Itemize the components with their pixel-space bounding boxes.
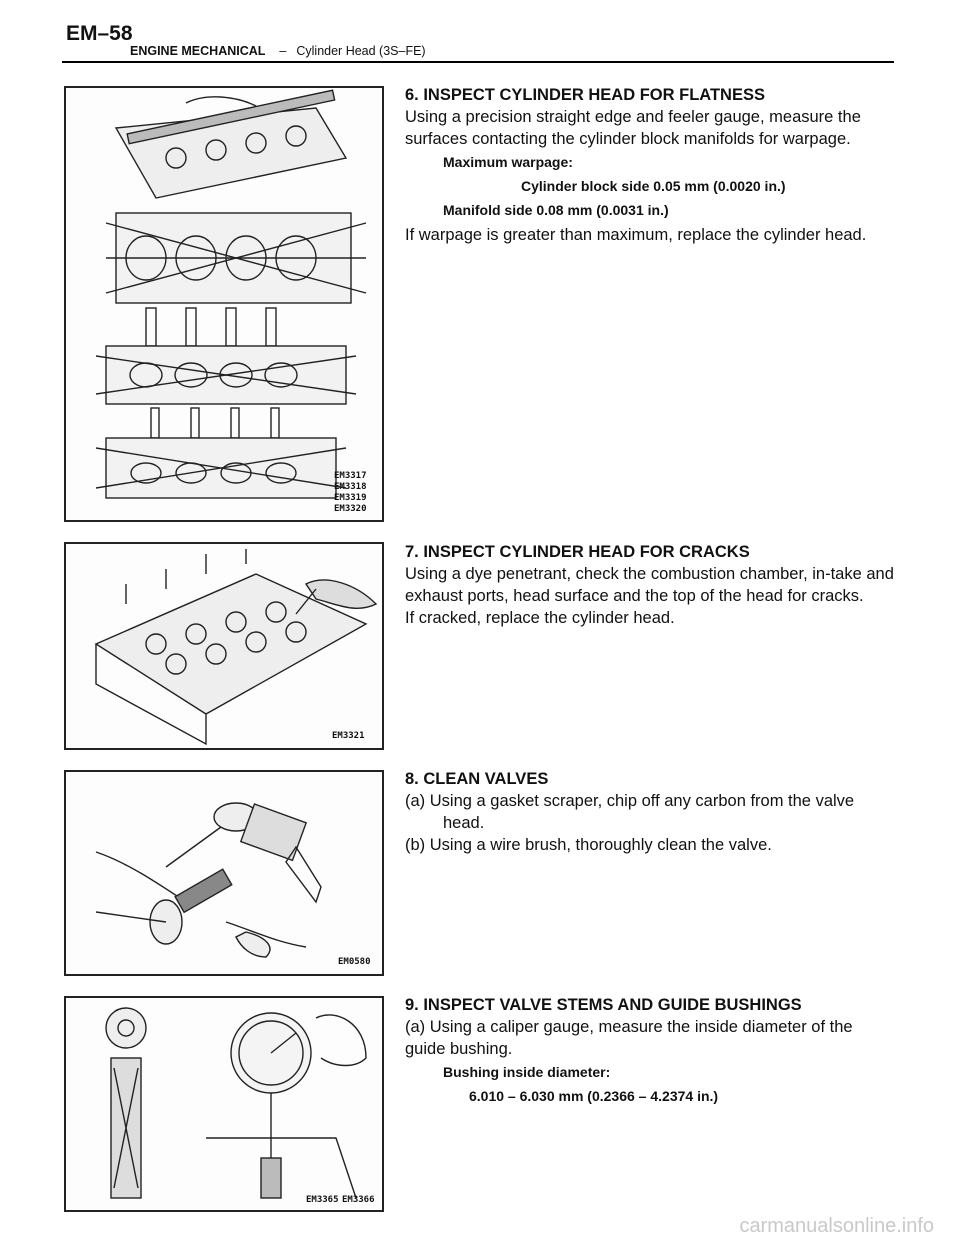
figure-code: EM0580 bbox=[338, 957, 371, 967]
figure-code: EM3366 bbox=[342, 1195, 375, 1205]
figure-code: EM3319 bbox=[334, 493, 367, 503]
spec-value: Cylinder block side 0.05 mm (0.0020 in.) bbox=[521, 178, 786, 194]
figure-code: EM3317 bbox=[334, 471, 367, 481]
section-cracks bbox=[405, 541, 895, 629]
figure-code: EM3365 bbox=[306, 1195, 339, 1205]
page-number: EM–58 bbox=[66, 22, 133, 45]
section-heading: 9. INSPECT VALVE STEMS AND GUIDE BUSHINGS bbox=[405, 996, 802, 1014]
step-a: (a) Using a caliper gauge, measure the inside diameter of the guide bushing. bbox=[405, 1018, 853, 1058]
figure-cracks bbox=[64, 542, 384, 750]
section-heading: 7. INSPECT CYLINDER HEAD FOR CRACKS bbox=[405, 543, 750, 561]
figure-code: EM3320 bbox=[334, 504, 367, 514]
spec-value: Manifold side 0.08 mm (0.0031 in.) bbox=[443, 202, 669, 218]
valve-stems-illustration bbox=[66, 998, 382, 1210]
header-rule bbox=[62, 61, 894, 63]
figure-code: EM3321 bbox=[332, 731, 365, 741]
flatness-illustration bbox=[66, 88, 382, 520]
figure-valve-stems bbox=[64, 996, 384, 1212]
section-valve-stems bbox=[405, 994, 895, 1108]
spec-label: Bushing inside diameter: bbox=[443, 1064, 611, 1080]
cracks-illustration bbox=[66, 544, 382, 748]
section-heading: 8. CLEAN VALVES bbox=[405, 770, 549, 788]
section-body: Using a precision straight edge and feeler gauge, measure the surfaces contacting the cylinder block manifolds for warpage. bbox=[405, 108, 861, 148]
figure-code: EM3318 bbox=[334, 482, 367, 492]
chapter-title: ENGINE MECHANICAL bbox=[130, 44, 266, 58]
section-note: If warpage is greater than maximum, replace the cylinder head. bbox=[405, 226, 867, 244]
running-header bbox=[130, 44, 426, 58]
watermark: carmanualsonline.info bbox=[739, 1215, 934, 1237]
spec-value: 6.010 – 6.030 mm (0.2366 – 4.2374 in.) bbox=[469, 1088, 719, 1104]
section-title: Cylinder Head (3S–FE) bbox=[296, 44, 426, 58]
header-separator: – bbox=[279, 44, 287, 58]
section-flatness bbox=[405, 84, 895, 246]
section-heading: 6. INSPECT CYLINDER HEAD FOR FLATNESS bbox=[405, 86, 765, 104]
figure-flatness bbox=[64, 86, 384, 522]
clean-valves-illustration bbox=[66, 772, 382, 974]
section-clean-valves bbox=[405, 768, 895, 856]
section-note: If cracked, replace the cylinder head. bbox=[405, 609, 675, 627]
step-a-continued: head. bbox=[443, 814, 485, 832]
step-b: (b) Using a wire brush, thoroughly clean the valve. bbox=[405, 836, 772, 854]
section-body: Using a dye penetrant, check the combustion chamber, in-take and exhaust ports, head surface and the top of the head for cracks. bbox=[405, 565, 894, 605]
step-a: (a) Using a gasket scraper, chip off any carbon from the valve bbox=[405, 792, 855, 810]
figure-clean-valves bbox=[64, 770, 384, 976]
spec-label: Maximum warpage: bbox=[443, 154, 573, 170]
